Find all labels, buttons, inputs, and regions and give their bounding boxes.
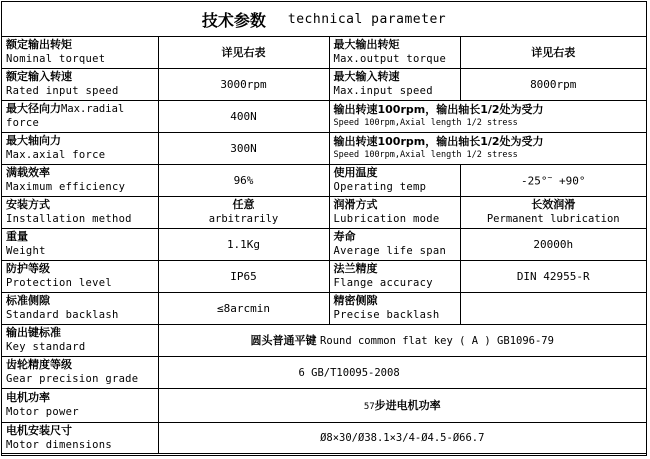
table-row: [2, 36, 646, 68]
table-row: [2, 356, 646, 388]
value-cn: 任意: [232, 198, 255, 211]
note-cn: 输出转速100rpm，输出轴长1/2处为受力: [333, 103, 544, 116]
table-row: [2, 228, 646, 260]
table-row: [2, 196, 646, 228]
note-cn: 输出转速100rpm，输出轴长1/2处为受力: [333, 135, 544, 148]
label-cn: 最大径向力: [6, 102, 61, 115]
parameter-sheet: [1, 1, 647, 456]
table-row: [2, 324, 646, 356]
label-cn: 齿轮精度等级: [6, 358, 72, 371]
value-cell: 400N: [158, 100, 329, 132]
value-cell: DIN 42955-R: [460, 260, 646, 292]
wide-value-cell: [158, 324, 646, 356]
label-en: Flange accuracy: [333, 277, 433, 289]
value-en: Ø8×30/Ø38.1×3/4-Ø4.5-Ø66.7: [320, 432, 485, 444]
value-en: arbitrarily: [208, 213, 279, 225]
wide-value-cell: [158, 422, 646, 453]
table-row: [2, 68, 646, 100]
label-cell: [2, 388, 158, 422]
temp-low: -25°: [521, 174, 548, 188]
table-row: [2, 100, 646, 132]
label-cn: 润滑方式: [333, 198, 378, 211]
value-cell: [460, 164, 646, 196]
label-cn: 额定输出转矩: [6, 37, 72, 51]
label-cn: 最大输入转速: [333, 70, 400, 83]
label-en: Protection level: [6, 277, 112, 289]
label-cn: 标准侧隙: [6, 294, 50, 307]
temp-high: +90°: [558, 174, 586, 188]
wide-value-cell: [158, 388, 646, 422]
note-en: Speed 100rpm,Axial length 1/2 stress: [333, 118, 518, 128]
table-row: [2, 132, 646, 164]
label-en: Operating temp: [333, 181, 427, 193]
value-cn: 步进电机功率: [374, 399, 441, 412]
value-cell: [460, 196, 646, 228]
label-en: Gear precision grade: [6, 373, 139, 385]
value-cell: 1.1Kg: [158, 228, 329, 260]
label-cell: [2, 36, 158, 68]
label-cn: 防护等级: [6, 262, 50, 275]
label-en: Lubrication mode: [333, 213, 440, 225]
label-cn: 寿命: [333, 230, 356, 243]
wide-value-cell: [158, 356, 646, 388]
value-num: 57: [363, 402, 375, 412]
label-en: Motor dimensions: [6, 438, 112, 451]
value-cell: 20000h: [460, 228, 646, 260]
value-cell: [460, 292, 646, 324]
label-cn: 使用温度: [333, 166, 378, 179]
label-cell: [329, 68, 460, 100]
value-cell: 详见右表: [158, 36, 329, 68]
label-cell: [2, 422, 158, 453]
label-cell: [2, 164, 158, 196]
label-cell: [329, 292, 460, 324]
value-cell: 详见右表: [460, 36, 646, 68]
table-row: [2, 422, 646, 453]
value-cell: 3000rpm: [158, 68, 329, 100]
label-cell: [2, 68, 158, 100]
label-en: Precise backlash: [333, 309, 440, 321]
label-en: Rated input speed: [6, 85, 119, 97]
value-en: Round common flat key ( A ) GB1096-79: [320, 335, 554, 347]
label-cn: 输出键标准: [6, 326, 61, 339]
label-cell: [329, 228, 460, 260]
value-cell: 300N: [158, 132, 329, 164]
label-en: Average life span: [333, 245, 447, 257]
note-cell: [329, 100, 646, 132]
label-cell: [329, 164, 460, 196]
title-chinese: 技术参数: [201, 10, 266, 30]
note-en: Speed 100rpm,Axial length 1/2 stress: [333, 150, 518, 160]
label-en: Installation method: [6, 213, 132, 225]
label-cn: 法兰精度: [333, 262, 378, 275]
table-row: [2, 388, 646, 422]
value-cell: [158, 196, 329, 228]
label-en: Weight: [6, 245, 46, 257]
note-cell: [329, 132, 646, 164]
label-en: Max.axial force: [6, 149, 106, 161]
label-cell: [2, 196, 158, 228]
label-cell: [329, 36, 460, 68]
label-cell: [2, 356, 158, 388]
label-en: Motor power: [6, 406, 79, 418]
table-row: [2, 164, 646, 196]
value-en: Permanent lubrication: [486, 213, 620, 225]
label-cn: 电机功率: [6, 391, 50, 404]
label-cell: [2, 324, 158, 356]
value-cell: 96%: [158, 164, 329, 196]
label-cell: [2, 228, 158, 260]
label-inline: [6, 102, 154, 116]
label-cell: [2, 132, 158, 164]
value-en: 6 GB/T10095-2008: [298, 366, 400, 379]
label-cn: 安装方式: [6, 198, 50, 211]
label-en-inline: Max.radial: [61, 103, 125, 115]
parameter-table: [2, 36, 646, 454]
label-en: Standard backlash: [6, 309, 119, 321]
value-cn: 圆头普通平键: [250, 334, 317, 347]
label-en: Key standard: [6, 341, 86, 353]
label-cn: 电机安装尺寸: [6, 423, 72, 437]
title-row: [2, 2, 646, 37]
label-en: Max.output torque: [333, 52, 447, 65]
value-cn: 长效润滑: [531, 198, 576, 211]
label-cell: [2, 100, 158, 132]
value-cell: ≤8arcmin: [158, 292, 329, 324]
label-cell: [2, 292, 158, 324]
value-cell: IP65: [158, 260, 329, 292]
table-row: [2, 260, 646, 292]
title-english: technical parameter: [287, 11, 447, 27]
temp-sep: ~: [547, 172, 553, 182]
label-cn: 额定输入转速: [6, 70, 72, 83]
label-cn: 最大输出转矩: [333, 37, 400, 51]
label-cn: 满载效率: [6, 166, 50, 179]
label-cell: [329, 196, 460, 228]
label-cn: 最大轴向力: [6, 134, 61, 147]
value-cell: 8000rpm: [460, 68, 646, 100]
table-row: [2, 292, 646, 324]
label-en: force: [6, 117, 40, 129]
label-cell: [329, 260, 460, 292]
label-en: Nominal torquet: [6, 52, 106, 65]
label-en: Max.input speed: [333, 85, 433, 97]
label-en: Maximum efficiency: [6, 181, 126, 193]
label-cn: 重量: [6, 230, 28, 243]
label-cn: 精密侧隙: [333, 294, 378, 307]
label-cell: [2, 260, 158, 292]
